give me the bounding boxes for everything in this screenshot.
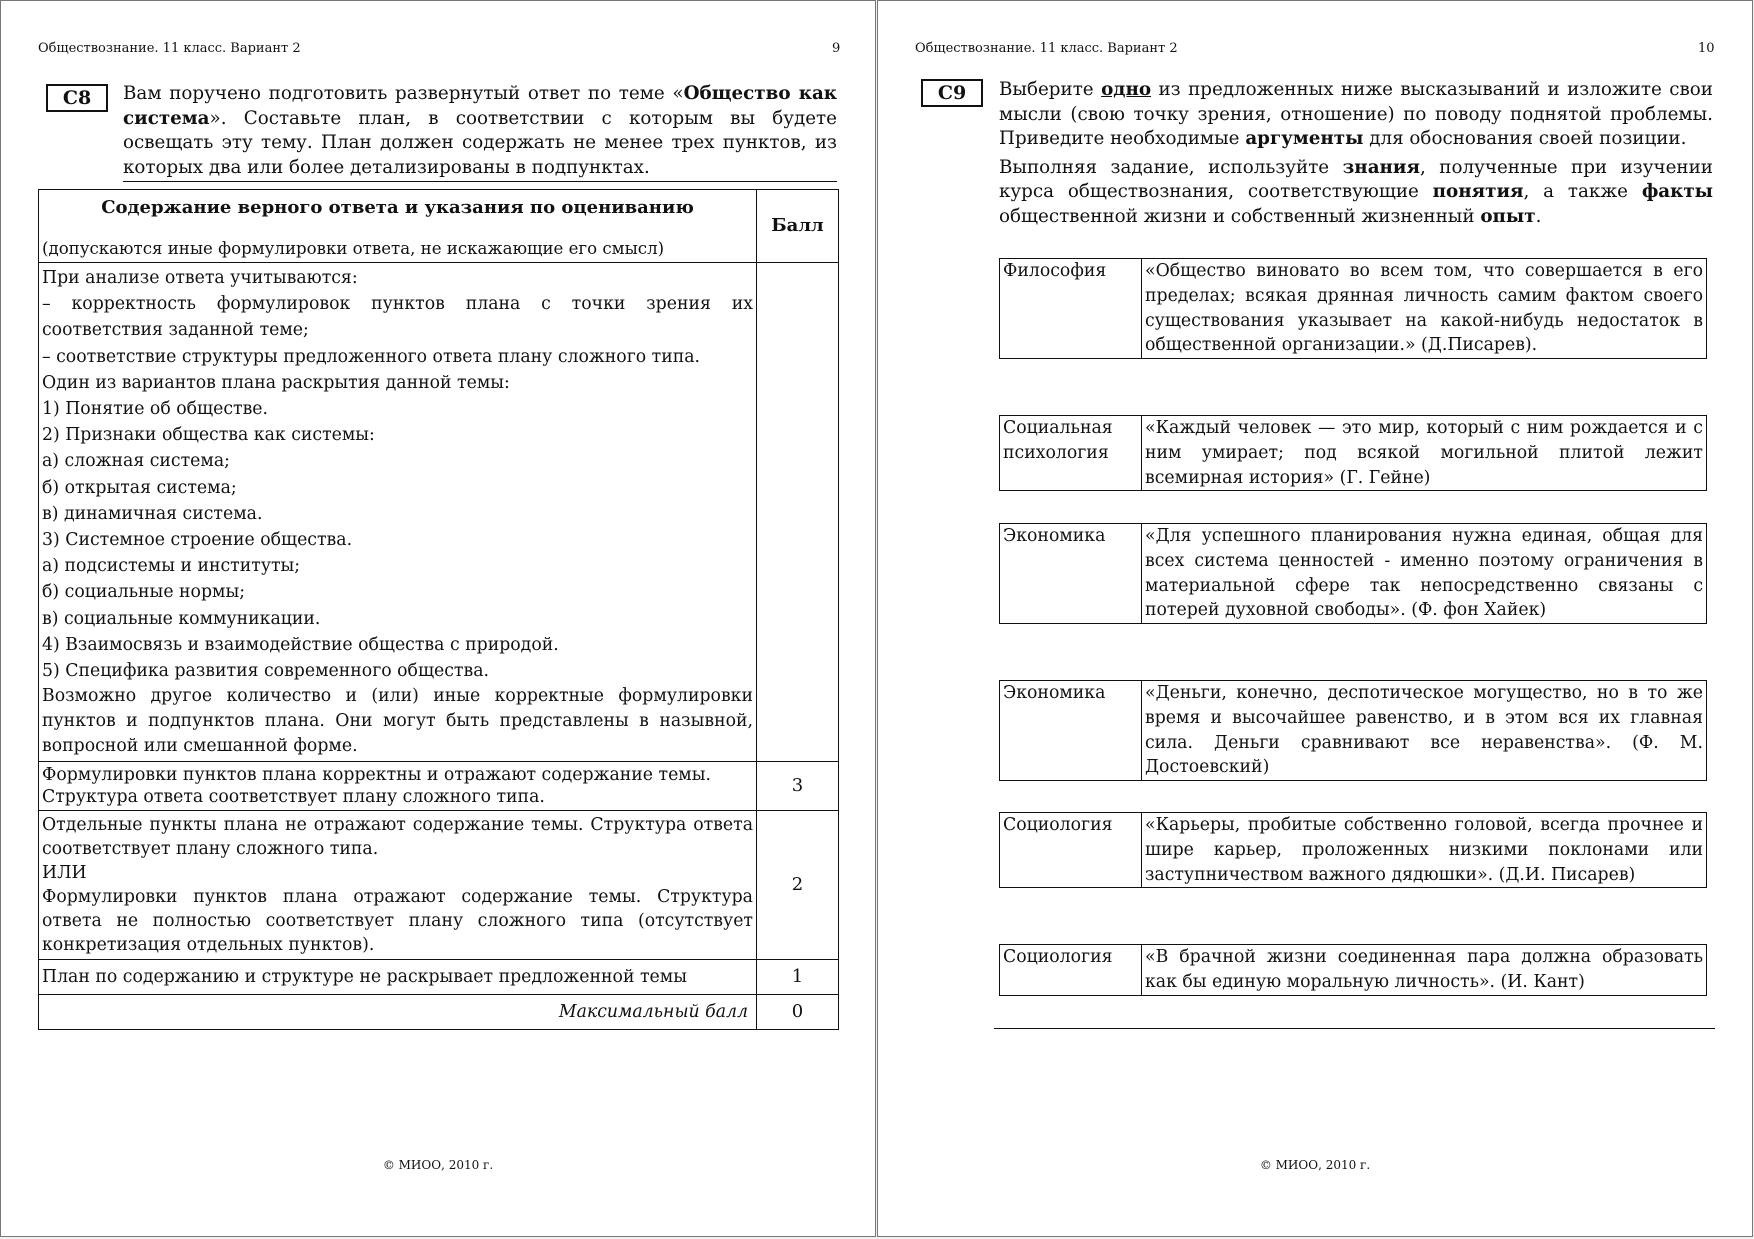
quote-text: «Деньги, конечно, деспотическое могущество, но в то же время и высочайшее равенство, и в этом вся их главная сила. Деньги сравнивают все неравенства». (Ф. М. Достоевский)	[1142, 681, 1707, 781]
content-line: в) социальные коммуникации.	[42, 608, 321, 629]
task-c9-text-part: Выполняя задание, используйте	[999, 156, 1343, 178]
content-line: в) динамичная система.	[42, 503, 263, 524]
criteria-header-row	[39, 190, 839, 263]
content-line: – соответствие структуры предложенного ответа плану сложного типа.	[42, 346, 701, 367]
criteria-header-note: (допускаются иные формулировки ответа, не искажающие его смысл)	[42, 239, 665, 258]
quote-box	[999, 415, 1707, 491]
criterion-text: Формулировки пунктов плана корректны и отражают содержание темы. Структура ответа соответствует плану сложного типа.	[39, 762, 757, 811]
quote-area: Социальная психология	[1000, 416, 1142, 491]
task-code-c8: С8	[46, 84, 108, 112]
content-line: 2) Признаки общества как системы:	[42, 425, 375, 446]
task-c9-text-part: из предложенных ниже высказываний и изложите свои мысли (свою точку зрения, отношение) по поводу поднятой проблемы. Приведите необходимые	[999, 79, 1713, 149]
task-c9-paragraph-2	[999, 156, 1713, 230]
quote-box	[999, 258, 1707, 359]
criterion-score: 2	[757, 811, 839, 960]
page-number: 10	[1698, 41, 1715, 56]
max-score-row	[39, 995, 839, 1029]
task-c8-topic: Общество как система	[123, 83, 837, 129]
max-score-label: Максимальный балл	[39, 995, 757, 1029]
task-c9-paragraph-1	[999, 78, 1713, 152]
task-c9-text-part: , полученные при изучении курса обществознания, соответствующие	[999, 156, 1713, 202]
max-score-value: 0	[757, 995, 839, 1029]
quote-area: Экономика	[1000, 681, 1142, 781]
task-code-c9: С9	[921, 79, 983, 107]
score-row-1	[39, 960, 839, 995]
content-line: Один из вариантов плана раскрытия данной темы:	[42, 372, 510, 393]
task-c9-knowledge: знания	[1342, 156, 1420, 178]
criteria-content-cell	[39, 263, 757, 762]
task-c9-concepts: понятия	[1432, 181, 1524, 202]
task-c9-arguments: аргументы	[1245, 128, 1364, 149]
content-line: 5) Специфика развития современного общества.	[42, 661, 490, 682]
criterion-score: 3	[757, 762, 839, 811]
task-c9-text-part: Выберите	[999, 79, 1102, 100]
criteria-header-cell	[39, 190, 757, 263]
quote-box	[999, 812, 1707, 888]
quote-area: Социология	[1000, 813, 1142, 888]
page-header: Обществознание. 11 класс. Вариант 2	[915, 41, 1178, 56]
task-c9-facts: факты	[1641, 181, 1714, 202]
score-row-3	[39, 762, 839, 811]
criterion-text: Формулировки пунктов плана отражают содержание темы. Структура ответа не полностью соответствует плану сложного типа (отсутствует конкретизация отдельных пунктов).	[42, 887, 753, 956]
content-line: Возможно другое количество и (или) иные корректные формулировки пунктов и подпунктов плана. Они могут быть представлены в назывной, вопросной или смешанной форме.	[42, 686, 753, 757]
task-c8-text	[123, 82, 837, 182]
task-c9-text-part: общественной жизни и собственный жизненный	[999, 205, 1481, 227]
task-c9-text-part: , а также	[1523, 181, 1642, 202]
score-header: Балл	[757, 190, 839, 263]
criterion-or: ИЛИ	[42, 863, 87, 884]
criteria-header-title: Содержание верного ответа и указания по оцениванию	[101, 197, 694, 218]
task-c9-experience: опыт	[1480, 205, 1536, 227]
quote-area: Социология	[1000, 945, 1142, 996]
score-row-2	[39, 811, 839, 960]
quote-text: «В брачной жизни соединенная пара должна образовать как бы единую моральную личность». (И. Кант)	[1142, 945, 1707, 996]
quote-box	[999, 680, 1707, 781]
content-line: – корректность формулировок пунктов плана с точки зрения их соответствия заданной теме;	[42, 294, 753, 341]
page-footer: © МИОО, 2010 г.	[1259, 1158, 1371, 1172]
page-header: Обществознание. 11 класс. Вариант 2	[38, 41, 301, 56]
criterion-text: Отдельные пункты плана не отражают содержание темы. Структура ответа соответствует плану сложного типа.	[42, 815, 753, 860]
content-line: б) открытая система;	[42, 477, 237, 498]
task-c9-text	[999, 78, 1713, 229]
quote-area: Философия	[1000, 259, 1142, 359]
quote-text: «Для успешного планирования нужна единая, общая для всех система ценностей - именно поэтому ограничения в материальной сфере так непосредственно связаны с потерей духовной свободы». (Ф. фон Хайек)	[1142, 524, 1707, 624]
content-line: 4) Взаимосвязь и взаимодействие общества с природой.	[42, 634, 559, 655]
criteria-table	[38, 189, 839, 1030]
score-empty	[757, 263, 839, 762]
criteria-content-row	[39, 263, 839, 762]
content-line: 1) Понятие об обществе.	[42, 399, 269, 420]
page-footer: © МИОО, 2010 г.	[382, 1158, 494, 1172]
quote-box	[999, 523, 1707, 624]
quote-area: Экономика	[1000, 524, 1142, 624]
criterion-score: 1	[757, 960, 839, 995]
task-c8-intro: Вам поручено подготовить развернутый ответ по теме «	[123, 83, 684, 104]
content-line: а) сложная система;	[42, 451, 230, 472]
content-line: При анализе ответа учитываются:	[42, 268, 358, 288]
bottom-rule	[994, 1028, 1715, 1029]
quote-text: «Каждый человек — это мир, который с ним рождается и с ним умирает; под всякой могильной плитой лежит всемирная история» (Г. Гейне)	[1142, 416, 1707, 491]
quote-box	[999, 944, 1707, 996]
task-c9-one: одно	[1101, 79, 1152, 100]
page-number: 9	[832, 41, 841, 56]
task-c8-rest: ». Составьте план, в соответствии с которым вы будете освещать эту тему. План должен содержать не менее трех пунктов, из которых два или более детализированы в подпунктах.	[123, 107, 837, 178]
content-line: б) социальные нормы;	[42, 582, 246, 603]
task-c9-text-part: для обоснования своей позиции.	[1363, 128, 1687, 149]
quote-text: «Общество виновато во всем том, что совершается в его пределах; всякая дрянная личность самим фактом своего существования указывает на какой-нибудь недостаток в общественной организации.» (Д.Писарев).	[1142, 259, 1707, 359]
quote-text: «Карьеры, пробитые собственно головой, всегда прочнее и шире карьер, проложенных низкими поклонами или заступничеством важного дядюшки». (Д.И. Писарев)	[1142, 813, 1707, 888]
page-left	[0, 0, 876, 1237]
criterion-text: План по содержанию и структуре не раскрывает предложенной темы	[39, 960, 757, 995]
content-line: а) подсистемы и институты;	[42, 556, 301, 577]
content-line: 3) Системное строение общества.	[42, 530, 353, 551]
task-c9-text-part: .	[1535, 205, 1542, 227]
criterion-text-block	[39, 811, 757, 960]
